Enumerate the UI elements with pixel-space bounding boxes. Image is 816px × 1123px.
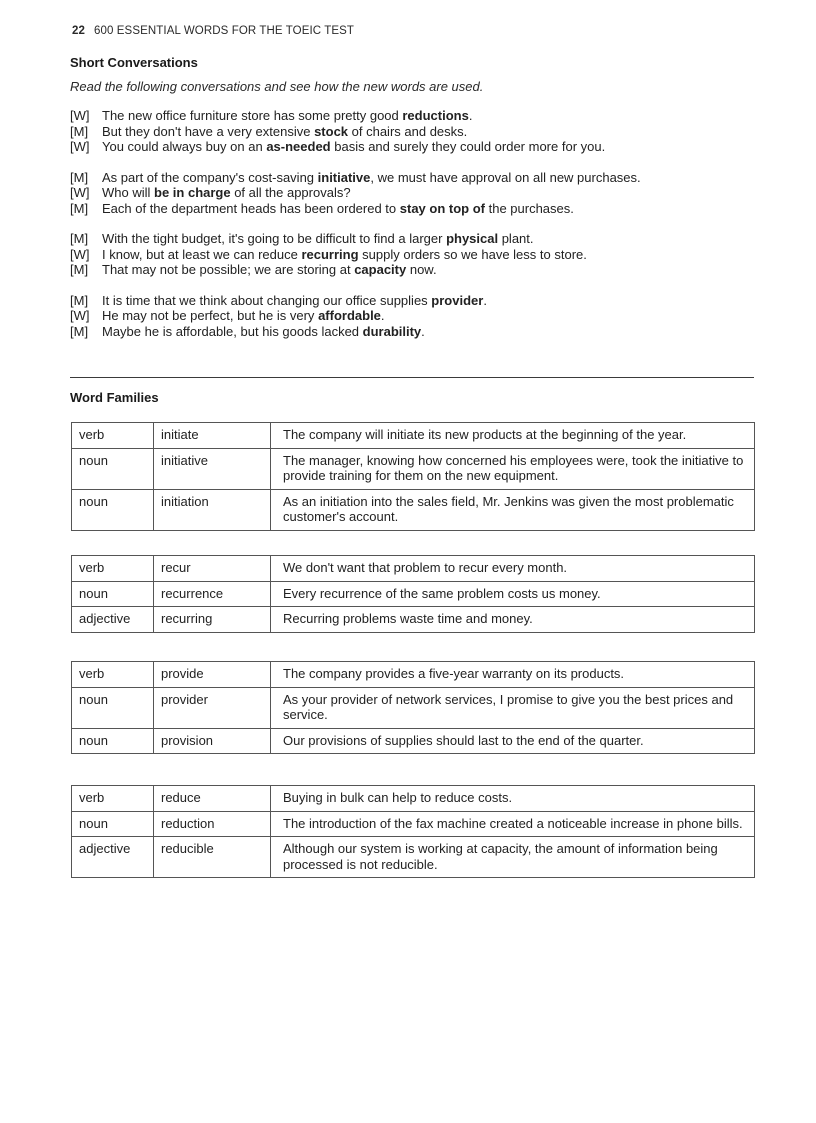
line-text: I know, but at least we can reduce (102, 246, 302, 262)
part-of-speech: noun (72, 728, 154, 754)
part-of-speech: adjective (72, 607, 154, 633)
speaker-tag: [W] (70, 139, 90, 154)
vocab-word: recurring (301, 246, 359, 262)
conversation-group (70, 293, 760, 340)
table-row (72, 811, 755, 837)
line-text: Maybe he is affordable, but his goods lacked (102, 323, 363, 339)
table-row (72, 581, 755, 607)
book-title: 600 ESSENTIAL WORDS FOR THE TOEIC TEST (94, 25, 355, 37)
word-family-table-recur (71, 555, 755, 633)
line-text: . (421, 323, 425, 339)
table-row (72, 489, 755, 530)
line-text: of chairs and desks. (348, 123, 468, 139)
vocab-word: provider (431, 292, 484, 308)
word-form: reducible (154, 837, 271, 878)
example-sentence: The company will initiate its new products at the beginning of the year. (271, 423, 755, 449)
conversations-block (70, 108, 760, 354)
conversation-line (70, 201, 760, 217)
short-conversations-intro: Read the following conversations and see how the new words are used. (70, 79, 484, 94)
part-of-speech: noun (72, 811, 154, 837)
line-text: . (468, 108, 473, 123)
word-family-table-provide (71, 661, 755, 754)
conversation-line (70, 124, 760, 140)
vocab-word: reductions (402, 108, 469, 123)
example-sentence: Our provisions of supplies should last to the end of the quarter. (271, 728, 755, 754)
word-form: recurrence (154, 581, 271, 607)
speaker-tag: [M] (70, 262, 89, 277)
example-sentence: Every recurrence of the same problem costs us money. (271, 581, 755, 607)
conversation-group (70, 231, 760, 278)
conversation-line (70, 293, 760, 309)
part-of-speech: noun (72, 687, 154, 728)
line-text: He may not be perfect, but he is very (102, 308, 319, 323)
line-text: It is time that we think about changing our office supplies (102, 292, 432, 308)
line-text: Who will (102, 185, 155, 200)
example-sentence: The introduction of the fax machine created a noticeable increase in phone bills. (271, 811, 755, 837)
vocab-word: stay on top of (399, 200, 485, 216)
word-form: reduction (154, 811, 271, 837)
page-number: 22 (72, 25, 85, 37)
word-form: provide (154, 662, 271, 688)
part-of-speech: noun (72, 448, 154, 489)
conversation-line (70, 262, 760, 278)
line-text: now. (406, 262, 437, 277)
vocab-word: capacity (354, 262, 407, 277)
vocab-word: stock (314, 123, 349, 139)
word-family-table-initiate (71, 422, 755, 531)
table-row (72, 423, 755, 449)
line-text: That may not be possible; we are storing at (102, 262, 355, 277)
word-form: provider (154, 687, 271, 728)
line-text: of all the approvals? (230, 185, 351, 200)
part-of-speech: verb (72, 556, 154, 582)
conversation-line (70, 108, 760, 124)
line-text: But they don't have a very extensive (102, 123, 315, 139)
table-row (72, 556, 755, 582)
table-row (72, 786, 755, 812)
word-form: initiative (154, 448, 271, 489)
line-text: . (380, 308, 385, 323)
vocab-word: physical (446, 231, 499, 246)
speaker-tag: [M] (70, 200, 89, 216)
part-of-speech: verb (72, 423, 154, 449)
speaker-tag: [M] (70, 292, 89, 308)
part-of-speech: noun (72, 489, 154, 530)
word-form: recur (154, 556, 271, 582)
line-text: the purchases. (484, 200, 574, 216)
word-form: initiation (154, 489, 271, 530)
speaker-tag: [W] (70, 246, 90, 262)
conversation-group (70, 170, 760, 217)
vocab-word: initiative (317, 169, 371, 185)
vocab-word: as-needed (266, 139, 331, 154)
speaker-tag: [M] (70, 323, 89, 339)
table-row (72, 687, 755, 728)
speaker-tag: [W] (70, 185, 90, 200)
word-family-table-reduce (71, 785, 755, 878)
word-form: recurring (154, 607, 271, 633)
line-text: plant. (498, 231, 534, 246)
conversation-line (70, 139, 760, 155)
line-text: , we must have approval on all new purchases. (370, 169, 641, 185)
table-row (72, 837, 755, 878)
speaker-tag: [M] (70, 231, 89, 246)
conversation-group (70, 108, 760, 155)
line-text: The new office furniture store has some pretty good (102, 108, 403, 123)
part-of-speech: verb (72, 662, 154, 688)
example-sentence: As an initiation into the sales field, Mr. Jenkins was given the most problematic customer's account. (271, 489, 755, 530)
short-conversations-title: Short Conversations (70, 55, 198, 70)
line-text: Each of the department heads has been ordered to (102, 200, 400, 216)
word-form: initiate (154, 423, 271, 449)
section-divider (70, 377, 754, 378)
table-row (72, 662, 755, 688)
example-sentence: Recurring problems waste time and money. (271, 607, 755, 633)
table-row (72, 728, 755, 754)
example-sentence: As your provider of network services, I promise to give you the best prices and service. (271, 687, 755, 728)
conversation-line (70, 247, 760, 263)
conversation-line (70, 231, 760, 247)
speaker-tag: [W] (70, 308, 90, 323)
conversation-line (70, 308, 760, 324)
example-sentence: The manager, knowing how concerned his employees were, took the initiative to provide training for them on the new equipment. (271, 448, 755, 489)
conversation-line (70, 324, 760, 340)
speaker-tag: [W] (70, 108, 90, 123)
line-text: You could always buy on an (102, 139, 267, 154)
speaker-tag: [M] (70, 169, 89, 185)
example-sentence: Although our system is working at capacity, the amount of information being processed is not reducible. (271, 837, 755, 878)
line-text: As part of the company's cost-saving (102, 169, 318, 185)
line-text: supply orders so we have less to store. (358, 246, 587, 262)
line-text: With the tight budget, it's going to be difficult to find a larger (102, 231, 447, 246)
part-of-speech: noun (72, 581, 154, 607)
example-sentence: We don't want that problem to recur every month. (271, 556, 755, 582)
conversation-line (70, 170, 760, 186)
table-row (72, 607, 755, 633)
example-sentence: The company provides a five-year warranty on its products. (271, 662, 755, 688)
conversation-line (70, 185, 760, 201)
example-sentence: Buying in bulk can help to reduce costs. (271, 786, 755, 812)
vocab-word: durability (362, 323, 422, 339)
line-text: basis and surely they could order more for you. (330, 139, 606, 154)
running-header (72, 25, 354, 37)
word-form: reduce (154, 786, 271, 812)
line-text: . (483, 292, 487, 308)
vocab-word: affordable (318, 308, 381, 323)
word-families-title: Word Families (70, 390, 159, 405)
word-form: provision (154, 728, 271, 754)
vocab-word: be in charge (154, 185, 231, 200)
speaker-tag: [M] (70, 123, 89, 139)
table-row (72, 448, 755, 489)
part-of-speech: verb (72, 786, 154, 812)
part-of-speech: adjective (72, 837, 154, 878)
